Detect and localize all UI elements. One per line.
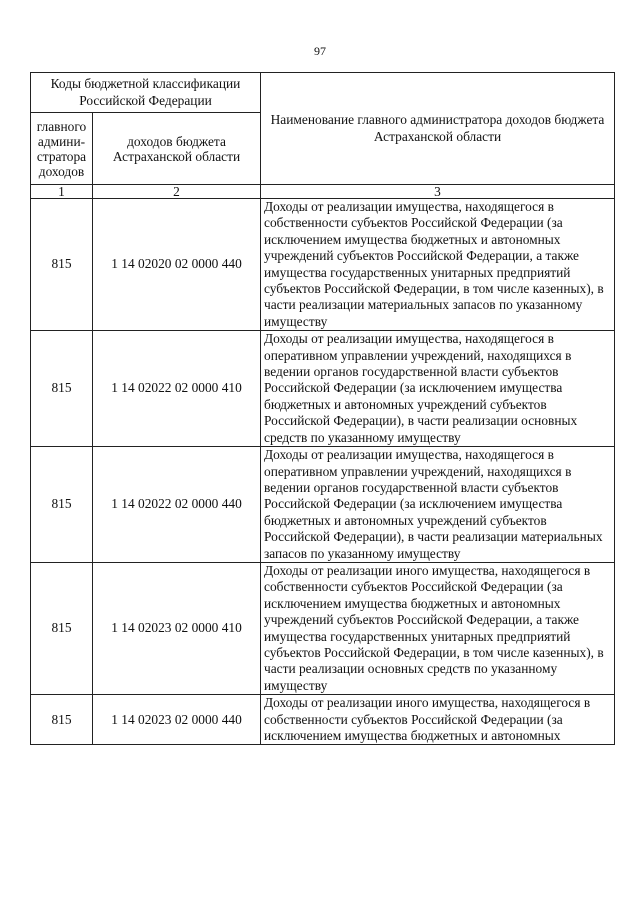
column-number-1: 1 bbox=[31, 185, 93, 199]
revenue-code-cell: 1 14 02022 02 0000 440 bbox=[93, 447, 261, 563]
column-number-3: 3 bbox=[261, 185, 615, 199]
header-admin-column: главного админи-стратора доходов bbox=[31, 113, 93, 185]
header-row-top bbox=[31, 73, 615, 113]
header-revenue-column: доходов бюджета Астраханской области bbox=[93, 113, 261, 185]
revenue-code-cell: 1 14 02020 02 0000 440 bbox=[93, 199, 261, 331]
admin-code-cell: 815 bbox=[31, 331, 93, 447]
table-row bbox=[31, 447, 615, 563]
admin-code-cell: 815 bbox=[31, 447, 93, 563]
column-number-2: 2 bbox=[93, 185, 261, 199]
header-name-column: Наименование главного администратора доходов бюджета Астраханской области bbox=[261, 73, 615, 185]
table-row bbox=[31, 562, 615, 694]
description-cell: Доходы от реализации имущества, находящегося в собственности субъектов Российской Федерации (за исключением имущества бюджетных и автономных учреждений субъектов Российской Федерации, а также имущества государственных унитарных предприятий субъектов Российской Федерации, в том числе казенных), в части реализации материальных запасов по указанному имуществу bbox=[261, 199, 615, 331]
revenue-classification-table bbox=[30, 72, 615, 745]
revenue-code-cell: 1 14 02023 02 0000 410 bbox=[93, 562, 261, 694]
table-row bbox=[31, 199, 615, 331]
table-row bbox=[31, 331, 615, 447]
description-cell: Доходы от реализации имущества, находящегося в оперативном управлении учреждений, находящихся в ведении органов государственной власти субъектов Российской Федерации (за исключением имущества бюджетных и автономных учреждений субъектов Российской Федерации), в части реализации основных средств по указанному имуществу bbox=[261, 331, 615, 447]
page-number: 97 bbox=[314, 44, 326, 58]
header-codes-group: Коды бюджетной классификации Российской Федерации bbox=[31, 73, 261, 113]
description-cell: Доходы от реализации иного имущества, находящегося в собственности субъектов Российской Федерации (за исключением имущества бюджетных и автономных учреждений субъектов Российской Федерации, а также имущества государственных унитарных предприятий субъектов Российской Федерации, в том числе казенных), в части реализации основных средств по указанному имуществу bbox=[261, 562, 615, 694]
description-cell: Доходы от реализации иного имущества, находящегося в собственности субъектов Российской Федерации (за исключением имущества бюджетных и автономных bbox=[261, 695, 615, 745]
revenue-code-cell: 1 14 02023 02 0000 440 bbox=[93, 695, 261, 745]
admin-code-cell: 815 bbox=[31, 695, 93, 745]
description-cell: Доходы от реализации имущества, находящегося в оперативном управлении учреждений, находящихся в ведении органов государственной власти субъектов Российской Федерации (за исключением имущества бюджетных и автономных учреждений субъектов Российской Федерации), в части реализации материальных запасов по указанному имуществу bbox=[261, 447, 615, 563]
table-row bbox=[31, 695, 615, 745]
admin-code-cell: 815 bbox=[31, 562, 93, 694]
admin-code-cell: 815 bbox=[31, 199, 93, 331]
revenue-code-cell: 1 14 02022 02 0000 410 bbox=[93, 331, 261, 447]
column-number-row bbox=[31, 185, 615, 199]
